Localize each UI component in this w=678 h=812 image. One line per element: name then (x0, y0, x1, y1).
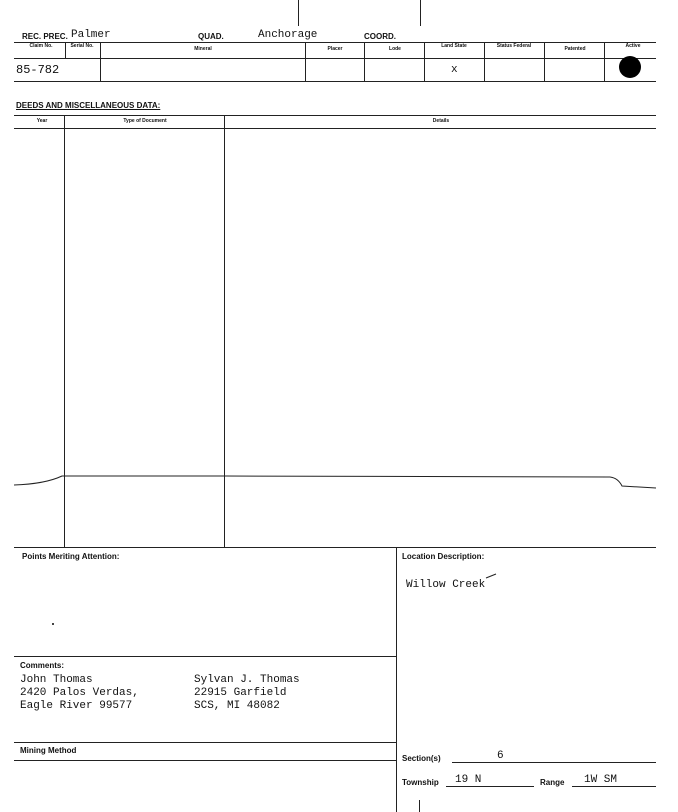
township-value: 19 N (455, 774, 482, 786)
col-status-federal: Status Federal (496, 43, 532, 49)
claim-col-divider (100, 42, 101, 81)
deeds-title: DEEDS AND MISCELLANEOUS DATA: (16, 101, 161, 110)
mining-top-rule (14, 742, 396, 743)
location-value: Willow Creek (406, 579, 486, 591)
location-label: Location Description: (402, 552, 485, 561)
range-underline (572, 786, 656, 787)
claim-col-divider (424, 42, 425, 81)
deeds-top-rule (14, 115, 656, 116)
bottom-section-rule (14, 547, 656, 548)
deeds-col-type: Type of Document (123, 118, 167, 124)
quad-value: Anchorage (258, 29, 318, 41)
location-tick-mark (484, 572, 500, 580)
claim-table-header-rule (14, 58, 656, 59)
comments-top-rule (14, 656, 396, 657)
section-label: Section(s) (402, 754, 441, 763)
col-placer: Placer (327, 46, 343, 52)
claim-col-divider (364, 42, 365, 81)
col-claim-no: Claim No. (29, 43, 53, 49)
top-tick-right (420, 0, 421, 26)
coord-label: COORD. (364, 32, 396, 41)
section-underline (452, 762, 656, 763)
range-label: Range (540, 778, 565, 787)
deeds-col-details: Details (432, 118, 450, 124)
claim-col-divider (544, 42, 545, 81)
deeds-col-year: Year (36, 118, 48, 124)
quad-label: QUAD. (198, 32, 224, 41)
col-active: Active (625, 43, 641, 49)
col-mineral: Mineral (194, 46, 212, 52)
comments-label: Comments: (20, 661, 65, 670)
rec-prec-value: Palmer (71, 29, 111, 41)
claim-table-top-rule (14, 42, 656, 43)
points-label: Points Meriting Attention: (22, 552, 120, 561)
claim-table-bottom-rule (14, 81, 656, 82)
col-land-state: Land State (441, 43, 467, 49)
col-lode: Lode (389, 46, 401, 52)
mining-label: Mining Method (20, 746, 77, 755)
page-join-curve (0, 470, 678, 494)
township-underline (446, 786, 534, 787)
section-value: 6 (497, 750, 504, 762)
active-hole-punch (619, 56, 641, 78)
township-label: Township (402, 778, 439, 787)
top-tick-left (298, 0, 299, 26)
range-value: 1W SM (584, 774, 618, 786)
deeds-header-rule (14, 128, 656, 129)
comments-right: Sylvan J. Thomas 22915 Garfield SCS, MI 48082 (194, 674, 300, 712)
bottom-tick (419, 800, 420, 812)
rec-prec-label: REC. PREC. (22, 32, 68, 41)
bottom-section-divider (396, 547, 397, 812)
points-dot (52, 623, 54, 625)
claim-col-divider (604, 42, 605, 81)
col-patented: Patented (564, 46, 586, 52)
land-state-mark: x (451, 64, 458, 76)
mining-bottom-rule (14, 760, 396, 761)
comments-left: John Thomas 2420 Palos Verdas, Eagle River 99577 (20, 674, 139, 712)
claim-no-value: 85-782 (16, 63, 60, 77)
claim-col-divider (484, 42, 485, 81)
col-serial-no: Serial No. (70, 43, 94, 49)
claim-col-divider (65, 42, 66, 58)
